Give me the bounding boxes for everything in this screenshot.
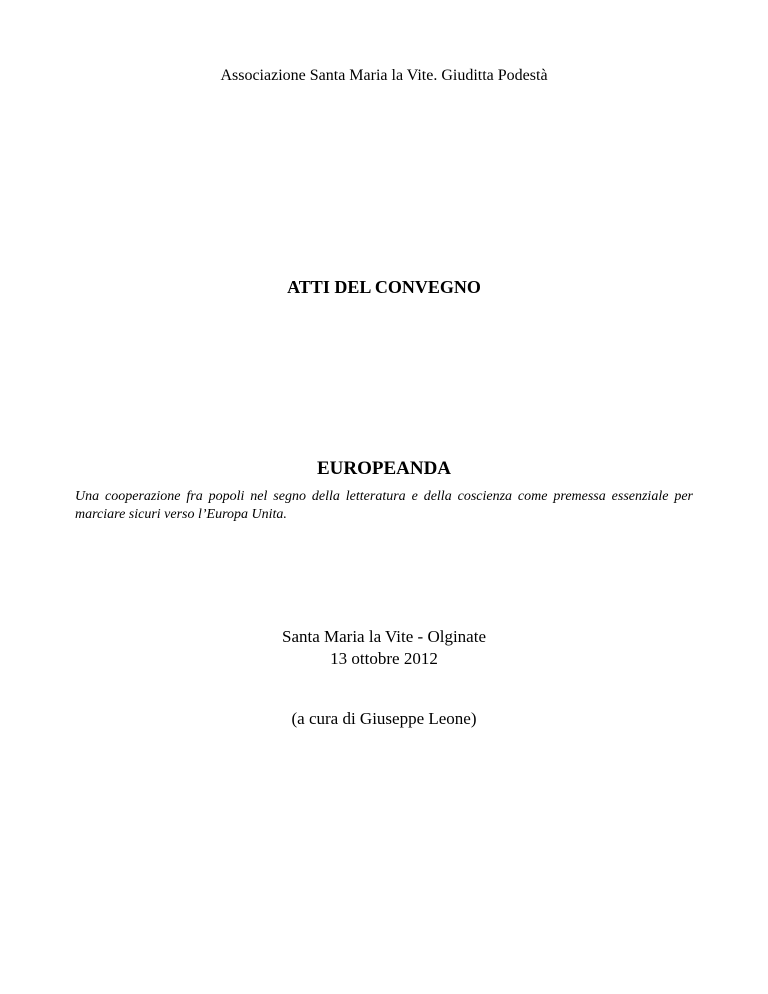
section-title: ATTI DEL CONVEGNO — [287, 277, 481, 297]
event-title: EUROPEANDA — [316, 458, 452, 479]
event-location: Santa Maria la Vite - Olginate — [281, 627, 487, 646]
curator-credit: (a cura di Giuseppe Leone) — [291, 709, 477, 728]
event-subtitle: Una cooperazione fra popoli nel segno della letteratura e della coscienza come premessa essenziale per marciare sicuri verso l’Europa Unita. — [75, 489, 693, 522]
event-date: 13 ottobre 2012 — [330, 649, 438, 668]
association-header: Associazione Santa Maria la Vite. Giuditta Podestà — [220, 67, 548, 84]
